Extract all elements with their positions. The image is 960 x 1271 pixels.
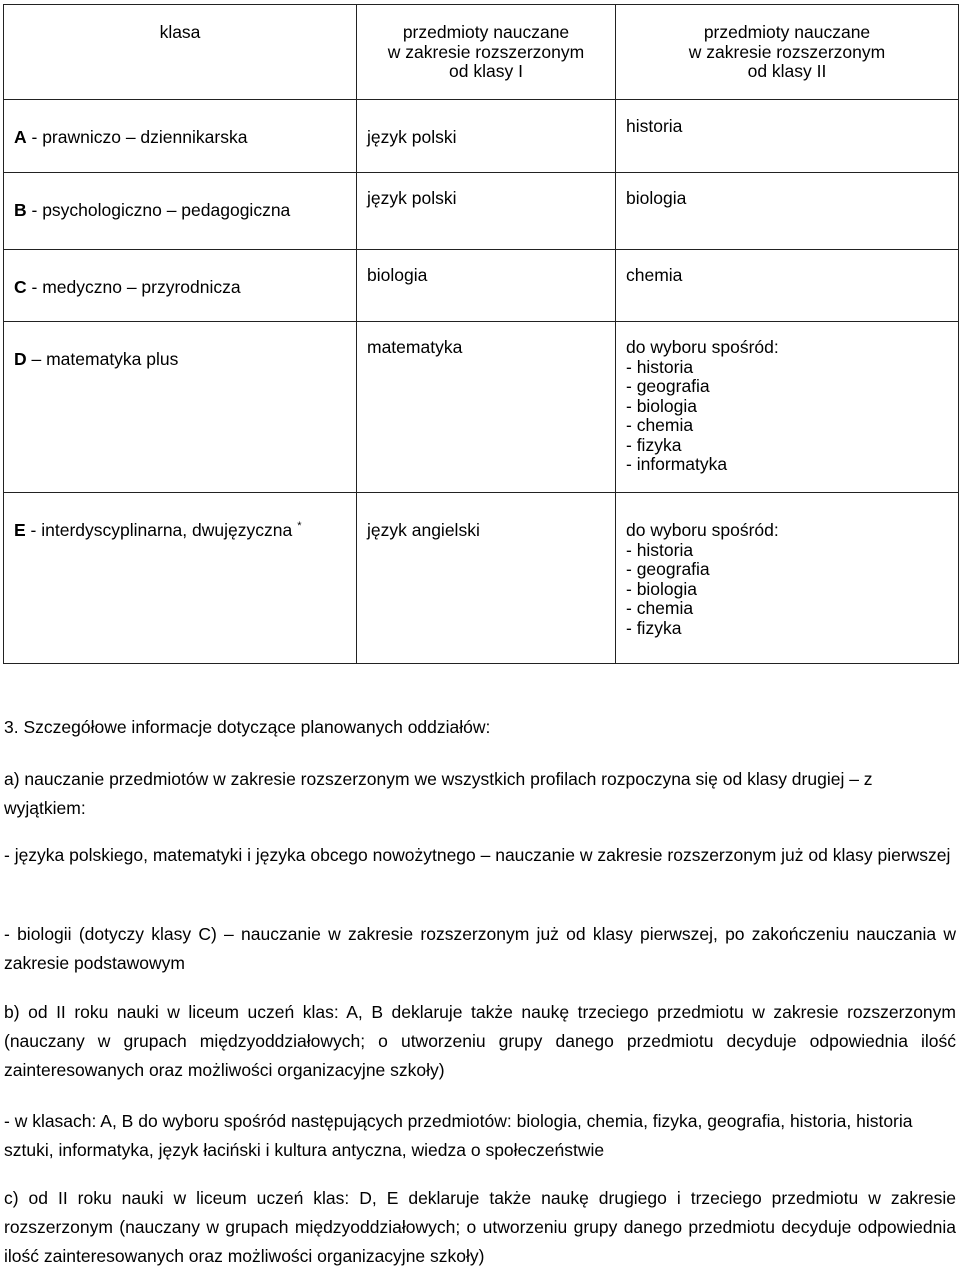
subjects-class-1-cell: biologia xyxy=(357,250,616,322)
table-row xyxy=(4,493,959,664)
header-klasa: klasa xyxy=(4,5,357,100)
header-subjects-class-2: przedmioty nauczane w zakresie rozszerzonym od klasy II xyxy=(616,5,959,100)
subjects-class-2-cell: do wyboru spośród: - historia - geografia - biologia - chemia - fizyka - informatyka xyxy=(616,322,959,493)
subjects-class-2-cell: biologia xyxy=(616,173,959,250)
subjects-class-1-cell: język angielski xyxy=(357,493,616,664)
table-row xyxy=(4,322,959,493)
subjects-class-1-cell: język polski xyxy=(357,100,616,173)
class-profile-table xyxy=(3,4,959,664)
class-name-cell: E - interdyscyplinarna, dwujęzyczna * xyxy=(4,493,357,664)
section-heading: 3. Szczegółowe informacje dotyczące planowanych oddziałów: xyxy=(4,717,491,737)
paragraph-b: b) od II roku nauki w liceum uczeń klas: A, B deklaruje także naukę trzeciego przedmiotu w zakresie rozszerzonym (nauczany w grupach międzyoddziałowych; o utworzeniu grupy danego przedmiotu decyduje odpowiednia ilość zainteresowanych oraz możliwości organizacyjne szkoły) xyxy=(4,1002,956,1080)
paragraph-a-item-1: - języka polskiego, matematyki i języka obcego nowożytnego – nauczanie w zakresie rozszerzonym już od klasy pierwszej xyxy=(4,845,951,865)
subjects-class-1-cell: matematyka xyxy=(357,322,616,493)
subjects-class-2-cell: historia xyxy=(616,100,959,173)
paragraph-c: c) od II roku nauki w liceum uczeń klas: D, E deklaruje także naukę drugiego i trzeciego przedmiotu w zakresie rozszerzonym (nauczany w grupach międzyoddziałowych; o utworzeniu grupy danego przedmiotu decyduje odpowiednia ilość zainteresowanych oraz możliwości organizacyjne szkoły) xyxy=(4,1188,956,1266)
header-subjects-class-1: przedmioty nauczane w zakresie rozszerzonym od klasy I xyxy=(357,5,616,100)
subjects-class-1-cell: język polski xyxy=(357,173,616,250)
footnote-marker: * xyxy=(297,520,302,533)
paragraph-a: a) nauczanie przedmiotów w zakresie rozszerzonym we wszystkich profilach rozpoczyna się od klasy drugiej – z wyjątkiem: xyxy=(4,769,873,818)
class-name-cell: C - medyczno – przyrodnicza xyxy=(4,250,357,322)
subjects-class-2-cell: chemia xyxy=(616,250,959,322)
table-header-row xyxy=(4,5,959,100)
class-name-cell: B - psychologiczno – pedagogiczna xyxy=(4,173,357,250)
paragraph-a-item-2: - biologii (dotyczy klasy C) – nauczanie w zakresie rozszerzonym już od klasy pierwszej, po zakończeniu nauczania w zakresie podstawowym xyxy=(4,924,956,973)
table-row xyxy=(4,173,959,250)
class-name-cell: D – matematyka plus xyxy=(4,322,357,493)
subjects-class-2-cell: do wyboru spośród: - historia - geografia - biologia - chemia - fizyka xyxy=(616,493,959,664)
class-name-cell: A - prawniczo – dziennikarska xyxy=(4,100,357,173)
table-row xyxy=(4,250,959,322)
table-row xyxy=(4,100,959,173)
paragraph-b-item-1: - w klasach: A, B do wyboru spośród następujących przedmiotów: biologia, chemia, fizyka, geografia, historia, historia sztuki, informatyka, język łaciński i kultura antyczna, wiedza o społeczeństwie xyxy=(4,1111,913,1160)
